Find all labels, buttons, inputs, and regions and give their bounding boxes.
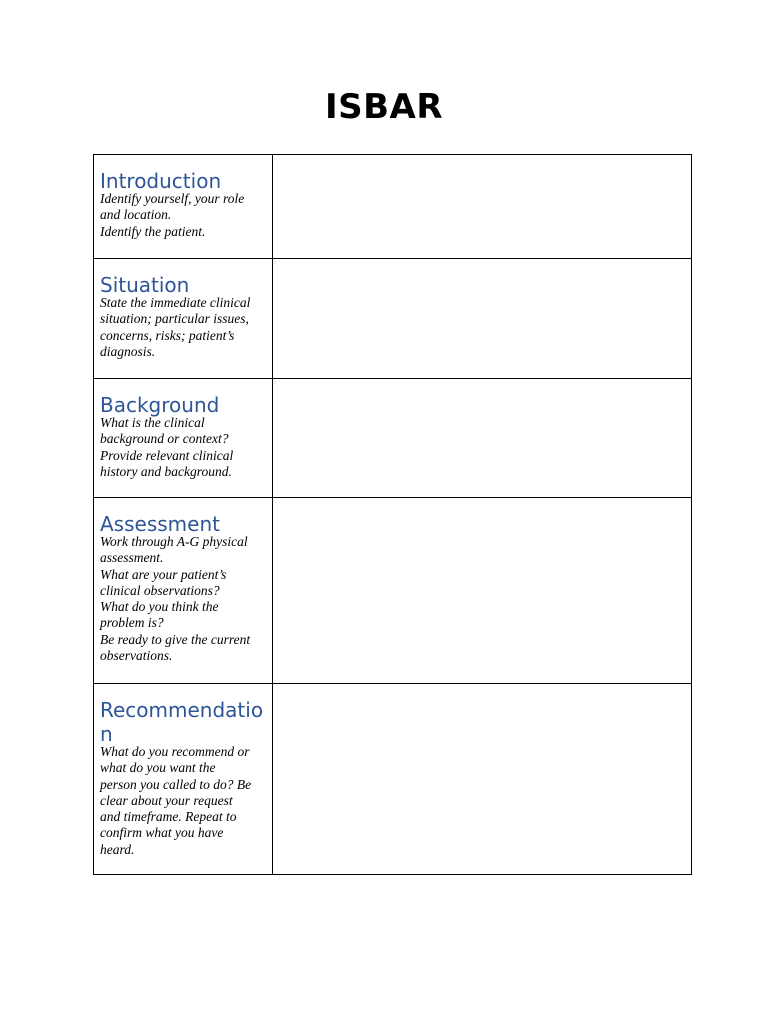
page-title: ISBAR xyxy=(324,87,444,127)
section-prompt-background: What is the clinical background or context? Provide relevant clinical history and background. xyxy=(100,415,234,479)
entry-cell-background[interactable] xyxy=(273,379,692,498)
isbar-row-situation xyxy=(94,259,692,379)
label-cell-recommendation xyxy=(94,684,273,875)
isbar-row-recommendation xyxy=(94,684,692,875)
section-heading-background: Background xyxy=(100,393,220,417)
section-prompt-assessment: Work through A-G physical assessment. What are your patient’s clinical observations? What do you think the problem is? Be ready to give the current observations. xyxy=(100,534,251,664)
isbar-row-background xyxy=(94,379,692,498)
section-heading-situation: Situation xyxy=(100,273,190,297)
entry-cell-situation[interactable] xyxy=(273,259,692,379)
section-heading-assessment: Assessment xyxy=(100,512,220,536)
isbar-row-assessment xyxy=(94,498,692,684)
label-cell-background xyxy=(94,379,273,498)
section-heading-introduction: Introduction xyxy=(100,169,222,193)
section-prompt-recommendation: What do you recommend or what do you want the person you called to do? Be clear about your request and timeframe. Repeat to confirm what you have heard. xyxy=(100,744,252,857)
entry-cell-recommendation[interactable] xyxy=(273,684,692,875)
entry-cell-assessment[interactable] xyxy=(273,498,692,684)
section-prompt-introduction: Identify yourself, your role and location. Identify the patient. xyxy=(100,191,245,239)
label-cell-assessment xyxy=(94,498,273,684)
isbar-row-introduction xyxy=(94,155,692,259)
section-prompt-situation: State the immediate clinical situation; particular issues, concerns, risks; patient’s diagnosis. xyxy=(100,295,251,359)
entry-cell-introduction[interactable] xyxy=(273,155,692,259)
section-heading-recommendation: Recommendation xyxy=(100,698,264,746)
label-cell-situation xyxy=(94,259,273,379)
isbar-table xyxy=(93,154,692,875)
label-cell-introduction xyxy=(94,155,273,259)
